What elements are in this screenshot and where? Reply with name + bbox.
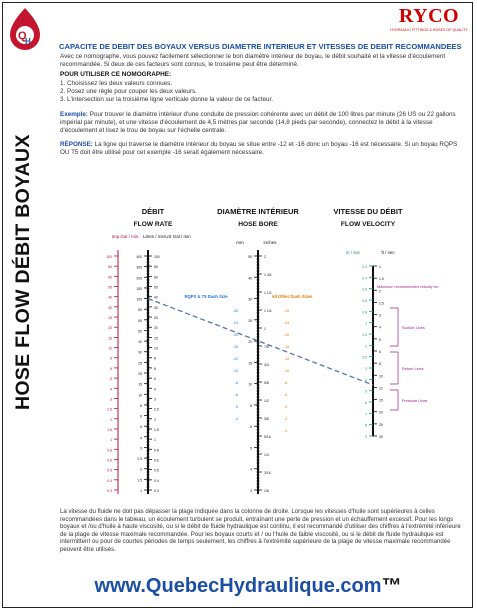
flow-usgal-label: 0.5 [154, 468, 159, 473]
flow-usgal-label: 50 [154, 285, 158, 290]
velocity-m-label: 2.5 [362, 355, 367, 360]
bore-mm-label: 20 [248, 340, 252, 345]
rqps-dash-tick: -8 [234, 381, 238, 385]
flow-litres-label: 100 [136, 297, 142, 302]
velocity-bracket-label: Suction Lines [402, 326, 425, 330]
other-dash-tick: -10 [284, 369, 290, 373]
bore-inch-label: 3/8 [264, 417, 269, 421]
bore-mm-label: 8 [250, 403, 252, 408]
flow-impgal-label: 40 [108, 295, 112, 300]
other-dash-tick: -4 [284, 417, 288, 421]
trademark-symbol: ™ [381, 575, 402, 597]
footer-paragraph: La vitesse du fluide ne doit pas dépasser la plage indiquée dans la colonne de droite. Lorsque les vitesses d'huile sont supérieures à celles recommandées dans le tableau, un écoulement turbulent se produit, entraînant une perte de pression et un échauffement excessif. Pour les longs boyaux et /ou d'huile à haute viscosité, ou si le débit de fluide hydraulique est continu, il est recommandé d'utiliser des chiffres à l'extrémité inférieure de la plage de vitesse maximale recommandée. Pour les boyaux courts et / ou l'huile de faible viscosité, ou si le débit de fluide hydraulique est intermittent ou pour de courtes périodes de temps seulement, les chiffres à l'extrémité supérieure de la plage de vitesse maximale recommandée peuvent être utilisés. [60, 508, 461, 553]
other-dash-tick: -12 [284, 357, 290, 361]
velocity-ft-label: 15 [379, 398, 383, 403]
velocity-m-label: 7 [365, 412, 367, 417]
velocity-ft-label: 2 [379, 289, 381, 294]
rqps-dash-tick: -20 [232, 333, 238, 337]
velocity-bracket-label: Return Lines [402, 367, 424, 371]
velocity-ft-label: 10 [379, 374, 383, 379]
flow-impgal-label: 15 [108, 336, 112, 341]
flow-litres-label: 10 [138, 393, 142, 398]
rqps-dash-tick: -10 [232, 369, 238, 373]
nomograph-chart [58, 200, 468, 500]
flow-litres-label: 2 [140, 467, 142, 472]
velocity-ft-label: 12 [379, 386, 383, 391]
bore-inch-label: 3/4 [264, 363, 269, 367]
flow-impgal-label: 1.5 [107, 427, 112, 432]
flow-usgal-label: 1 [154, 438, 156, 443]
intro-section [60, 42, 465, 157]
flow-unit-litres: Litres / min [142, 234, 166, 239]
rqps-dash-tick: -12 [232, 357, 238, 361]
step-item: 3. L'intersection sur la troisième ligne verticale donne la valeur de ce facteur. [60, 96, 273, 103]
flow-impgal-label: 0.8 [107, 448, 112, 453]
rqps-dash-tick: -4 [234, 417, 238, 421]
other-dash-tick: -6 [284, 393, 288, 397]
velocity-ft-label: 30 [379, 435, 383, 439]
logo-name: RYCO [398, 5, 460, 27]
rqps-dash-tick: -6 [234, 393, 238, 397]
flow-impgal-label: 25 [108, 316, 112, 321]
side-title [12, 80, 42, 410]
velocity-bracket [390, 390, 398, 410]
flow-litres-label: 3 [140, 446, 142, 451]
answer-label: RÉPONSE: [60, 141, 93, 148]
logo-tagline: HYDRAULIC FITTINGS & HOSES OF QUALITY [390, 28, 468, 32]
column-title-fr: DÉBIT [141, 207, 165, 216]
velocity-ft-label: 25 [379, 422, 383, 427]
flow-usgal-label: 6 [154, 366, 156, 371]
bore-inch-label: 1/4 [264, 453, 269, 457]
flow-litres-label: 5 [140, 425, 142, 430]
flow-usgal-label: 2 [154, 417, 156, 422]
flow-usgal-label: 8 [154, 356, 156, 361]
bore-inch-label: 1/8 [264, 489, 269, 493]
velocity-bracket [390, 308, 398, 346]
velocity-ft-label: 20 [379, 410, 383, 415]
other-dash-label: All Other Dash Sizes [271, 294, 313, 299]
example-label: Exemple: [60, 111, 88, 118]
bore-inch-label: 1/2 [264, 399, 269, 403]
website-url-text[interactable]: www.QuebecHydraulique.com [94, 575, 382, 597]
flow-usgal-label: 2.5 [154, 407, 159, 412]
svg-text:H: H [25, 37, 31, 46]
flow-impgal-label: 0.3 [107, 489, 112, 493]
bore-mm-label: 50 [248, 255, 252, 259]
flow-impgal-label: 60 [108, 275, 112, 280]
column-title-fr: DIAMÈTRE INTÉRIEUR [217, 207, 299, 216]
flow-impgal-label: 1 [110, 438, 112, 443]
other-dash-tick: -20 [284, 333, 290, 337]
flow-impgal-label: 100 [106, 255, 112, 259]
flow-unit-impgal: Imp.Gal / min [111, 234, 139, 239]
flow-usgal-label: 0.3 [154, 489, 159, 493]
flow-impgal-label: 3 [110, 397, 112, 402]
flow-usgal-label: 15 [154, 336, 158, 341]
flow-impgal-label: 50 [108, 285, 112, 290]
flow-usgal-label: 5 [154, 377, 156, 382]
flow-impgal-label: 80 [108, 265, 112, 270]
side-title-text: HOSE FLOW DÉBIT BOYAUX [12, 134, 34, 410]
bore-mm-label: 5 [250, 446, 252, 451]
velocity-ft-label: 6 [379, 350, 381, 354]
bore-inch-label: 1 1/2 [264, 291, 272, 295]
howto-title: POUR UTILISER CE NOMOGRAPHE: [60, 71, 172, 78]
flow-litres-label: 300 [136, 265, 142, 270]
bore-inch-label: 2 [264, 255, 266, 259]
other-dash-tick: -8 [284, 381, 288, 385]
flow-usgal-label: 10 [154, 346, 158, 351]
velocity-bracket-label: Pressure Lines [402, 399, 428, 403]
rqps-dash-tick: -5 [234, 405, 238, 409]
qh-logo-icon [6, 6, 44, 52]
ryco-logo [388, 5, 470, 35]
rqps-label: RQPS & T5 Dash Size [184, 294, 228, 299]
bore-mm-label: 40 [248, 276, 252, 281]
bore-mm-label: 15 [248, 361, 252, 366]
other-dash-tick: -5 [284, 405, 288, 409]
column-title-en: FLOW VELOCITY [340, 221, 396, 228]
bore-mm-label: 3 [250, 489, 252, 493]
answer-text: La ligne qui traverse le diamètre intérieur du boyau se situe entre -12 et -16 donc un boyau -16 est nécessaire. Si un boyau RQPS OU T5 doit être utilisé pour cet exemple -16 serait également nécessaire. [60, 141, 458, 156]
bore-mm-label: 10 [248, 382, 252, 387]
flow-usgal-label: 40 [154, 295, 158, 300]
flow-impgal-label: 0.6 [107, 458, 112, 463]
flow-impgal-label: 30 [108, 305, 112, 310]
example-line [148, 299, 373, 385]
velocity-unit-ft: ft / sec [381, 250, 395, 255]
velocity-unit-m: m / sec [345, 250, 361, 255]
flow-usgal-label: 0.8 [154, 448, 159, 453]
rqps-dash-tick: -24 [232, 321, 238, 325]
flow-litres-label: 400 [136, 255, 142, 259]
velocity-ft-label: 5 [379, 337, 381, 342]
velocity-ft-label: 4 [379, 325, 381, 330]
other-dash-tick: -24 [284, 321, 290, 325]
bore-inch-label: 5/16 [264, 435, 271, 439]
flow-litres-label: 30 [138, 350, 142, 355]
step-item: 1. Choisissez les deux valeurs connues. [60, 80, 173, 87]
flow-litres-label: 80 [138, 308, 142, 313]
velocity-m-label: 3 [365, 367, 367, 371]
rqps-dash-tick: -32 [232, 309, 238, 313]
bore-unit-inch: inches [263, 240, 277, 245]
bore-mm-label: 4 [250, 467, 252, 472]
flow-litres-label: 1 [140, 489, 142, 493]
velocity-m-label: 0.4 [362, 276, 367, 281]
flow-unit-usgal: US Gal / min [165, 234, 191, 239]
bracket-max-label: Maximum recommended velocity for: [376, 285, 440, 289]
flow-impgal-label: 2 [110, 417, 112, 422]
bore-inch-label: 1 1/4 [264, 309, 272, 313]
example-text: Pour trouver le diamètre intérieur d'une conduite de pression cohérente avec un débit de 100 litres par minute (26 US ou 22 gallons impérial par minute), et une vitesse d'écoulement de 4,5 mètres par seconde (14,8 pieds par seconde), connectez le débit à la vitesse d'écoulement et lisez le trou de boyau sur l'échelle centrale. [60, 111, 456, 134]
example-block [60, 111, 465, 135]
flow-litres-label: 40 [138, 340, 142, 345]
steps-list [60, 80, 465, 104]
velocity-ft-label: 2.5 [379, 301, 384, 306]
flow-impgal-label: 4 [110, 387, 112, 392]
velocity-m-label: 1.5 [362, 333, 367, 337]
velocity-ft-label: 3 [379, 313, 381, 318]
flow-impgal-label: 8 [110, 356, 112, 361]
bore-unit-mm: mm [236, 240, 244, 245]
flow-litres-label: 6 [140, 414, 142, 419]
page-title: CAPACITE DE DEBIT DES BOYAUX VERSUS DIAMETRE INTERIEUR ET VITESSES DE DEBIT RECOMMANDEES [59, 42, 462, 51]
flow-litres-label: 200 [136, 276, 142, 281]
answer-block [60, 141, 465, 157]
flow-litres-label: 50 [138, 329, 142, 334]
velocity-m-label: 6 [365, 401, 367, 405]
flow-litres-label: 1.5 [137, 478, 142, 483]
flow-litres-label: 2.5 [137, 457, 142, 462]
bore-inch-label: 5/8 [264, 381, 269, 385]
flow-usgal-label: 20 [154, 326, 158, 331]
velocity-bracket [390, 352, 398, 384]
other-dash-tick: -32 [284, 309, 290, 313]
bore-inch-label: 1 3/4 [264, 273, 272, 277]
rqps-dash-tick: -16 [232, 345, 238, 349]
flow-litres-label: 15 [138, 382, 142, 387]
bore-inch-label: 3/16 [264, 471, 271, 475]
velocity-ft-label: 1.5 [379, 277, 384, 282]
velocity-m-label: 0.6 [362, 299, 367, 303]
velocity-m-label: 1 [365, 321, 367, 326]
flow-usgal-label: 30 [154, 305, 158, 310]
flow-litres-label: 60 [138, 318, 142, 323]
flow-impgal-label: 0.5 [107, 468, 112, 473]
other-dash-tick: -3 [284, 429, 288, 433]
flow-usgal-label: 80 [154, 265, 158, 270]
step-item: 2. Posez une règle pour couper les deux valeurs. [60, 88, 197, 95]
other-dash-tick: -16 [284, 345, 290, 349]
website-url[interactable] [48, 575, 448, 598]
flow-usgal-label: 25 [154, 316, 158, 321]
velocity-m-label: 8 [365, 423, 367, 428]
velocity-m-label: 0.3 [362, 265, 367, 269]
intro-paragraph: Avec ce nomographe, vous pouvez facilement sélectionner le bon diamètre intérieur de boyau, le débit souhaité et la vitesse d'écoulement recommandée. Si deux de ces facteurs sont connus, le troisième peut être déterminé. [60, 53, 446, 68]
flow-usgal-label: 100 [154, 255, 160, 259]
flow-litres-label: 20 [138, 372, 142, 376]
velocity-ft-label: 1 [379, 265, 381, 269]
flow-litres-label: 8 [140, 403, 142, 408]
bore-mm-label: 30 [248, 297, 252, 302]
flow-usgal-label: 1.5 [154, 427, 159, 432]
column-title-fr: VITESSE DU DÉBIT [333, 207, 403, 216]
flow-usgal-label: 0.6 [154, 458, 159, 463]
svg-text:Q: Q [18, 30, 27, 42]
velocity-m-label: 2 [365, 344, 367, 349]
velocity-m-label: 4 [365, 378, 367, 383]
flow-litres-label: 4 [140, 435, 142, 440]
velocity-m-label: 0.8 [362, 310, 367, 315]
velocity-m-label: 5 [365, 389, 367, 394]
velocity-m-label: 9 [365, 435, 367, 439]
flow-impgal-label: 6 [110, 366, 112, 371]
flow-litres-label: 25 [138, 361, 142, 366]
flow-litres-label: 150 [136, 286, 142, 291]
column-title-en: FLOW RATE [133, 221, 173, 228]
flow-impgal-label: 20 [108, 326, 112, 331]
flow-usgal-label: 0.4 [154, 478, 159, 483]
flow-impgal-label: 0.4 [107, 478, 112, 483]
flow-usgal-label: 3 [154, 397, 156, 402]
flow-impgal-label: 10 [108, 346, 112, 351]
bore-inch-label: 1 [264, 327, 266, 331]
velocity-m-label: 0.5 [362, 287, 367, 292]
flow-impgal-label: 2.5 [107, 407, 112, 412]
bore-inch-label: 7/8 [264, 345, 269, 349]
velocity-ft-label: 8 [379, 362, 381, 367]
flow-usgal-label: 60 [154, 275, 158, 280]
bore-mm-label: 25 [248, 318, 252, 323]
flow-usgal-label: 4 [154, 387, 156, 392]
flow-impgal-label: 5 [110, 377, 112, 382]
column-title-en: HOSE BORE [238, 221, 278, 228]
bore-mm-label: 6 [250, 425, 252, 430]
